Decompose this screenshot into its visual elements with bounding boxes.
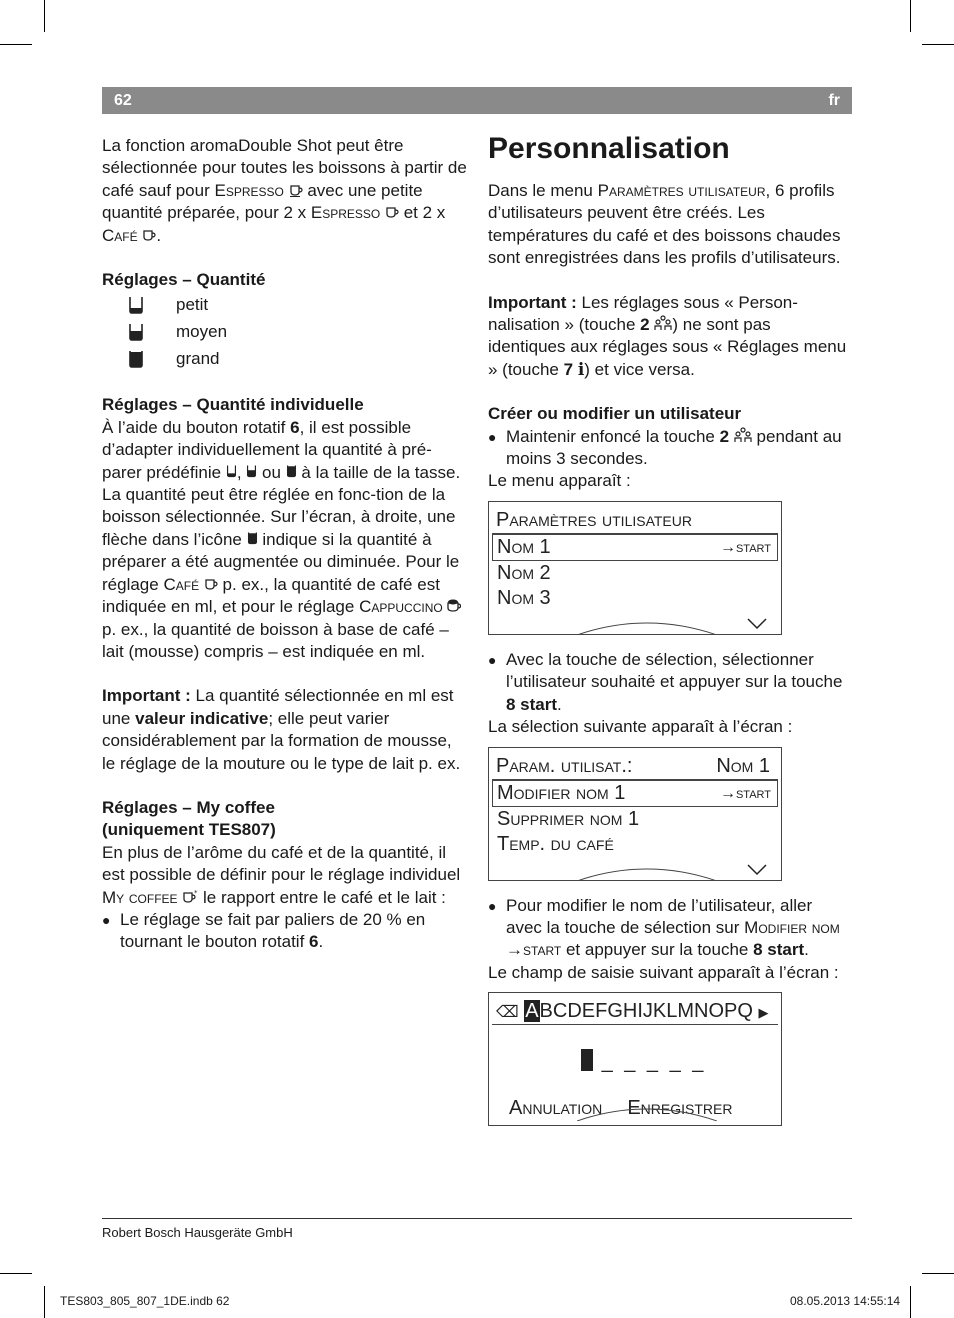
large-cup-icon [247,530,258,546]
small-cup-icon [128,295,144,315]
display-name-input [488,992,782,1126]
crop-mark [44,1286,45,1318]
cancel-option[interactable]: Annulation [509,1096,603,1119]
my-coffee-heading: Réglages – My coffee [102,797,275,817]
individual-quantity-heading: Réglages – Quantité individuelle [102,395,364,415]
medium-cup-icon [128,322,144,342]
crop-mark [922,44,954,45]
individual-quantity-paragraph: À l’aide du bouton rotatif 6, il est possible d’adapter individuellement la quantité à pré-parer prédéfinie , ou à la taille de la tasse. La quantité peut être réglée en fonc-tion de la boisson sélectionnée. Sur l’écran, à droite, une flèche dans l’icône indique si la quantité à préparer a été augmentée ou diminuée. Pour le réglage Café p. ex., la quantité de café est indiquée en ml, et pour le réglage Cappuccino p. ex., la quantité de boisson à base de café – lait (mousse) compris – est indiquée en ml. [102,417,461,661]
small-cup-icon [226,463,237,479]
display-bezel-arc [577,1105,717,1121]
crop-mark [910,0,911,32]
slug-date: 08.05.2013 14:55:14 [790,1294,901,1308]
large-cup-icon [286,463,297,479]
quantity-item: petit [128,291,468,318]
espresso-cup-icon [385,207,399,219]
users-icon [734,427,752,443]
language-code: fr [828,92,840,109]
info-icon: i [577,359,585,380]
alphabet-letters[interactable]: BCDEFGHIJKLMNOPQ [539,1000,753,1023]
my-coffee-paragraph: En plus de l’arôme du café et de la quantité, il est possible de définir pour le réglage individuel My coffee * le rapport entre le café et le lait : [102,842,461,907]
name-blanks: _ _ _ _ _ [601,1051,707,1074]
cappuccino-cup-icon [447,599,461,613]
page-number: 62 [114,92,132,109]
display-bezel-arc [577,619,717,635]
display-row[interactable]: Temp. du café [497,832,614,855]
crop-mark [910,1286,911,1318]
start-action: →start [719,538,771,556]
crop-mark [922,1273,954,1274]
display-title: Paramètres utilisateur [492,508,778,534]
footer-divider [102,1218,852,1219]
page-header-bar [102,87,852,114]
medium-cup-icon [246,463,257,479]
delete-icon[interactable]: ⌫ [496,1002,519,1022]
display-user-settings [488,501,782,635]
selection-appears-text: La sélection suivante apparaît à l’écran : [488,717,793,737]
triangle-right-icon: ▶ [758,1005,769,1021]
crop-mark [44,0,45,32]
chevron-down-icon [747,864,767,876]
display-user-param [488,747,782,881]
list-item: ● Pour modifier le nom de l’utilisateur, aller avec la touche de sélection sur Modifier nom →start et appuyer sur la touche 8 start. [488,895,852,962]
display-row[interactable]: Supprimer nom 1 [497,807,640,830]
intro-paragraph: La fonction aromaDouble Shot peut être sélectionnée pour toutes les boissons à partir de café sauf pour Espresso avec une petite quantité préparée, pour 2 x Espresso et 2 x Café . [102,136,467,245]
menu-appears-text: Le menu apparaît : [488,471,631,491]
slug-file: TES803_805_807_1DE.indb 62 [60,1294,230,1308]
my-coffee-icon [182,890,198,904]
display-bezel-arc [577,865,717,881]
footer-company: Robert Bosch Hausgeräte GmbH [102,1225,293,1240]
display-row-selected[interactable]: Modifier nom 1 →start [492,780,778,807]
list-item: ● Avec la touche de sélection, sélectionner l’utilisateur souhaité et appuyer sur la touche 8 start. [488,649,852,716]
crop-mark [0,1273,32,1274]
display-row-selected[interactable]: Nom 1 →start [492,534,778,561]
left-column [102,135,468,954]
field-appears-text: Le champ de saisie suivant apparaît à l’écran : [488,962,839,982]
coffee-cup-icon [204,579,218,591]
coffee-cup-icon [142,230,156,242]
section-title: Personnalisation [488,132,730,165]
display-row[interactable]: Nom 3 [497,586,551,609]
text-cursor [581,1049,593,1071]
quantity-item: moyen [128,318,468,345]
create-user-heading: Créer ou modifier un utilisateur [488,404,742,424]
display-title: Param. utilisat.: Nom 1 [492,754,778,780]
crop-mark [0,44,32,45]
my-coffee-subheading: (uniquement TES807) [102,820,276,840]
selected-letter[interactable]: A [525,1000,539,1023]
large-cup-icon [128,349,144,369]
display-row[interactable]: Nom 2 [497,561,551,584]
users-icon [654,315,672,331]
name-input-field[interactable] [581,1049,706,1073]
alphabet-row [492,999,778,1025]
quantity-item: grand [128,345,468,372]
espresso-cup-icon [289,185,303,197]
important-note: Important : Les réglages sous « Person-nalisation » (touche 2 ) ne sont pas identiques aux réglages sous « Réglages menu » (touche 7 i) et vice versa. [488,292,847,380]
quantity-heading: Réglages – Quantité [102,270,266,290]
save-option[interactable]: Enregistrer [627,1096,733,1119]
start-action: →start [719,784,771,802]
chevron-down-icon [747,618,767,630]
list-item: ● Le réglage se fait par paliers de 20 % en tournant le bouton rotatif 6. [102,909,468,954]
right-column [488,131,852,1126]
list-item: ● Maintenir enfoncé la touche 2 pendant au moins 3 secondes. [488,426,852,471]
intro-paragraph: Dans le menu Paramètres utilisateur, 6 profils d’utilisateurs peuvent être créés. Les températures du café et des boissons chaudes sont enregistrées dans les profils d’utilisateurs. [488,181,841,268]
svg-text:*: * [194,889,198,897]
important-note: Important : La quantité sélectionnée en ml est une valeur indicative; elle peut varier considérablement par la formation de mousse, le réglage de la mouture ou le type de lait p. ex. [102,686,461,773]
